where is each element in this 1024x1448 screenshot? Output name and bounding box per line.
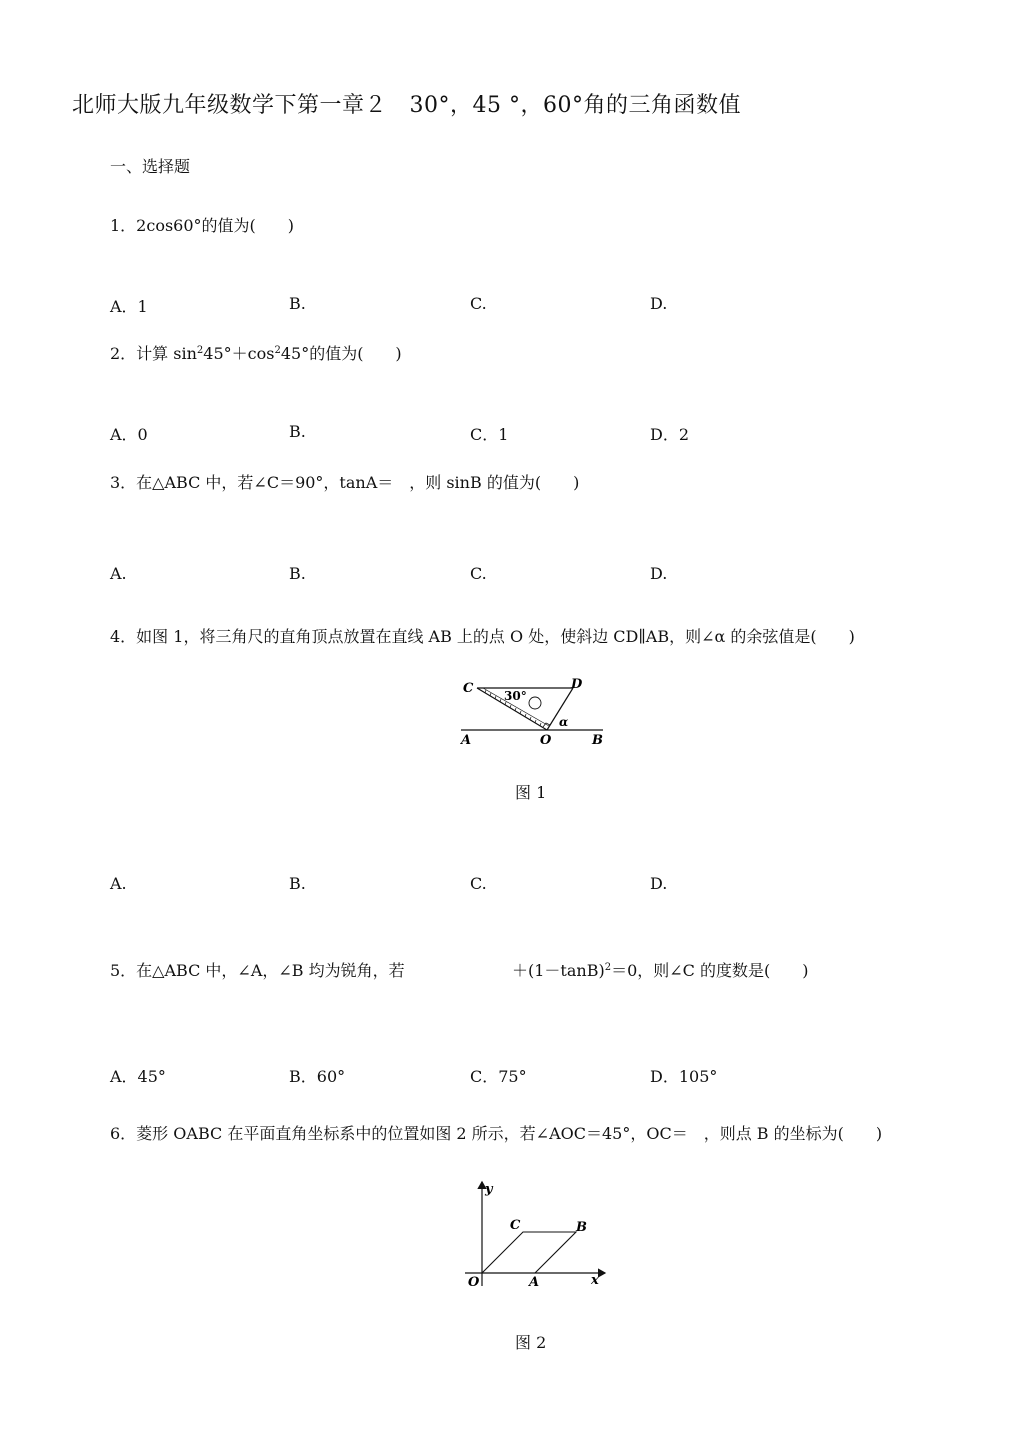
label-y: y [485, 1182, 493, 1197]
question-4-option-a: A. [110, 874, 127, 893]
question-2-option-c: C．1 [470, 425, 509, 444]
question-3-option-d: D. [650, 564, 668, 583]
figure-2-caption: 图 2 [515, 1333, 547, 1352]
question-5-option-a: A．45° [110, 1067, 166, 1086]
question-2-option-d: D．2 [650, 425, 690, 444]
question-1-option-b: B. [289, 294, 306, 313]
question-1-text: 1．2cos60°的值为( ) [110, 216, 295, 235]
question-3-text: 3．在△ABC 中，若∠C＝90°，tanA＝ ，则 sinB 的值为( ) [110, 473, 580, 492]
question-5-bracket-term: ＋(1－tanB) [512, 961, 605, 980]
question-5-option-b: B．60° [289, 1067, 346, 1086]
label-origin-o: O [468, 1275, 480, 1290]
question-2-option-a: A．0 [110, 425, 148, 444]
ruler-hole [529, 697, 541, 709]
question-5-exponent: 2 [604, 962, 612, 973]
label-b: B [576, 1220, 587, 1235]
question-2-mid: 45°＋cos [203, 344, 275, 363]
question-2-text [110, 341, 402, 364]
figure-1-diagram [455, 672, 615, 752]
label-x: x [591, 1273, 599, 1288]
label-b: B [592, 733, 603, 748]
question-2-pre: 2．计算 sin [110, 344, 197, 363]
question-4-text: 4．如图 1，将三角尺的直角顶点放置在直线 AB 上的点 O 处，使斜边 CD∥AB，则∠α 的余弦值是( ) [110, 627, 855, 646]
label-c: C [463, 681, 474, 696]
label-o: O [540, 733, 552, 748]
label-c: C [510, 1218, 521, 1233]
figure-2-diagram [455, 1176, 615, 1294]
label-a: A [529, 1275, 540, 1290]
figure-1-caption: 图 1 [515, 783, 547, 802]
question-5-part1: 5．在△ABC 中，∠A，∠B 均为锐角，若 [110, 961, 405, 980]
question-5-option-c: C．75° [470, 1067, 527, 1086]
question-4-option-c: C. [470, 874, 487, 893]
question-3-option-a: A. [110, 564, 127, 583]
question-2-option-b: B. [289, 422, 306, 441]
label-angle-30: 30° [504, 689, 527, 703]
question-6-text: 6．菱形 OABC 在平面直角坐标系中的位置如图 2 所示，若∠AOC＝45°，OC＝ ，则点 B 的坐标为( ) [110, 1124, 883, 1143]
label-d: D [571, 677, 583, 692]
question-5-tail: ＝0，则∠C 的度数是( ) [611, 961, 809, 980]
question-1-option-c: C. [470, 294, 487, 313]
page-title: 北师大版九年级数学下第一章２ 30°，45 °，60°角的三角函数值 [72, 93, 741, 118]
question-2-post: 45°的值为( ) [280, 344, 402, 363]
rhombus-oabc [482, 1232, 576, 1273]
question-1-option-a: A．1 [110, 297, 148, 316]
question-5-option-d: D．105° [650, 1067, 718, 1086]
section-heading: 一、选择题 [110, 157, 191, 176]
question-2-exponent-1: 2 [196, 345, 204, 356]
question-1-option-d: D. [650, 294, 668, 313]
question-4-option-d: D. [650, 874, 668, 893]
question-2-exponent-2: 2 [274, 345, 281, 356]
question-3-option-c: C. [470, 564, 487, 583]
label-alpha: α [559, 715, 569, 729]
question-4-option-b: B. [289, 874, 306, 893]
question-5-part2 [512, 958, 808, 981]
label-a: A [461, 733, 472, 748]
question-3-option-b: B. [289, 564, 306, 583]
